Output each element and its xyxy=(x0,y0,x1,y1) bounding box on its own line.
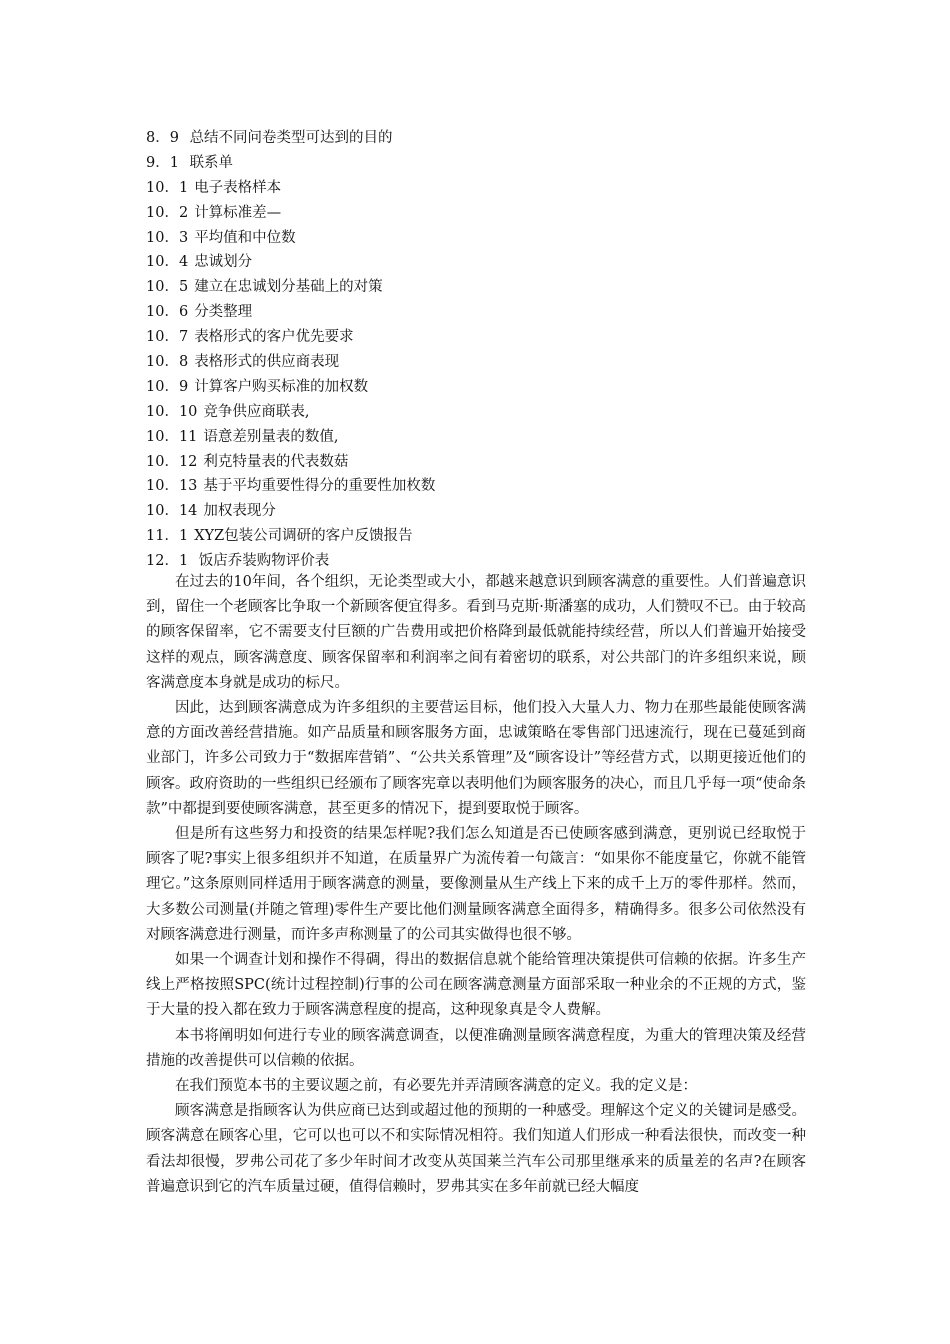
item-number: 11．1 xyxy=(146,528,189,545)
list-item xyxy=(146,524,826,549)
item-number: 10．12 xyxy=(146,453,198,470)
list-item xyxy=(146,400,826,425)
item-number: 8．9 xyxy=(146,130,179,146)
table-of-figures xyxy=(146,126,826,574)
paragraph: 如果一个调查计划和操作不得碉，得出的数据信息就个能给管理决策提供可信赖的依据。许多生产线上严格按照SPC(统计过程控制)行事的公司在顾客满意测量方面部采取一种业余的不正规的方式，鉴于大量的投入都在致力于顾客满意程度的提高，这种现象真是令人费解。 xyxy=(146,952,806,1019)
item-number: 10．8 xyxy=(146,354,189,371)
list-item xyxy=(146,201,826,226)
item-title: 联系单 xyxy=(189,154,234,171)
item-number: 9．1 xyxy=(146,154,179,171)
item-title: 表格形式的客户优先要求 xyxy=(194,329,354,346)
item-title: 建立在忠诚划分基础上的对策 xyxy=(194,279,383,296)
item-number: 10．7 xyxy=(146,329,189,346)
list-item xyxy=(146,450,826,475)
item-title: 加权表现分 xyxy=(203,503,276,520)
paragraph: 因此，达到顾客满意成为许多组织的主要营运目标，他们投入大量人力、物力在那些最能使顾客满意的方面改善经营措施。如产品质量和顾客服务方面，忠诚策略在零售部门迅速流行，现在已蔓延到商业部门，许多公司致力于“数据库营销”、“公共关系管理”及“顾客设计”等经营方式，以期更接近他们的顾客。政府资助的一些组织已经颁布了顾客宪章以表明他们为顾客服务的决心，而且几乎每一项“使命条款”中都提到要使顾客满意，甚至更多的情况下，提到要取悦于顾客。 xyxy=(146,700,806,817)
item-title: 忠诚划分 xyxy=(194,254,253,271)
list-item xyxy=(146,375,826,400)
paragraph: 但是所有这些努力和投资的结果怎样呢?我们怎么知道是否已使顾客感到满意，更别说已经取悦于顾客了呢?事实上很多组织并不知道，在质量界广为流传着一句箴言：“如果你不能度量它，你就不能管理它。”这条原则同样适用于顾客满意的测量，要像测量从生产线上下来的成千上万的零件那样。然而，大多数公司测量(并随之管理)零件生产要比他们测量顾客满意全面得多，精确得多。很多公司依然没有对顾客满意进行测量，而许多声称测量了的公司其实做得也很不够。 xyxy=(146,826,806,943)
paragraph: 顾客满意是指顾客认为供应商已达到或超过他的预期的一种感受。理解这个定义的关键词是感受。顾客满意在顾客心里，它可以也可以不和实际情况相符。我们知道人们形成一种看法很快，而改变一种看法却很慢，罗弗公司花了多少年时间才改变从英国莱兰汽车公司那里继承来的质量差的名声?在顾客普遍意识到它的汽车质量过硬，值得信赖时，罗弗其实在多年前就已经大幅度 xyxy=(146,1103,806,1195)
item-title: 饭店乔装购物评价表 xyxy=(198,553,330,570)
paragraph: 在我们预览本书的主要议题之前，有必要先并弄清顾客满意的定义。我的定义是： xyxy=(175,1078,697,1095)
body-text xyxy=(146,570,806,1200)
item-number: 10．10 xyxy=(146,403,198,420)
item-number: 10．4 xyxy=(146,254,189,271)
list-item xyxy=(146,151,826,176)
list-item xyxy=(146,300,826,325)
item-number: 10．6 xyxy=(146,304,189,321)
item-number: 10．3 xyxy=(146,229,189,246)
item-number: 10．13 xyxy=(146,478,198,495)
list-item xyxy=(146,275,826,300)
item-number: 10．9 xyxy=(146,378,189,395)
list-item xyxy=(146,425,826,450)
item-number: 10．2 xyxy=(146,204,189,221)
list-item xyxy=(146,226,826,251)
item-number: 10．14 xyxy=(146,503,198,520)
list-item xyxy=(146,325,826,350)
item-number: 10．5 xyxy=(146,279,189,296)
item-title: 总结不同问卷类型可达到的目的 xyxy=(189,130,393,146)
list-item xyxy=(146,499,826,524)
list-item xyxy=(146,474,826,499)
item-title: 平均值和中位数 xyxy=(194,229,296,246)
item-number: 12．1 xyxy=(146,553,189,570)
list-item xyxy=(146,350,826,375)
item-number: 10．1 xyxy=(146,179,189,196)
list-item xyxy=(146,126,826,151)
item-title: 计算标准差— xyxy=(194,204,282,221)
item-title: 竞争供应商联表, xyxy=(203,403,310,420)
list-item xyxy=(146,176,826,201)
item-number: 10．11 xyxy=(146,428,198,445)
item-title: 分类整理 xyxy=(194,304,253,321)
paragraph: 在过去的10年间，各个组织，无论类型或大小，都越来越意识到顾客满意的重要性。人们普遍意识到，留住一个老顾客比争取一个新顾客便宜得多。看到马克斯·斯潘塞的成功，人们赞叹不已。由于较高的顾客保留率，它不需要支付巨额的广告费用或把价格降到最低就能持续经营，所以人们普遍开始接受这样的观点，顾客满意度、顾客保留率和利润率之间有着密切的联系，对公共部门的许多组织来说，顾客满意度本身就是成功的标尺。 xyxy=(146,574,806,691)
item-title: 电子表格样本 xyxy=(194,179,282,196)
item-title: 利克特量表的代表数菇 xyxy=(203,453,349,470)
item-title: 表格形式的供应商表现 xyxy=(194,354,340,371)
list-item xyxy=(146,250,826,275)
item-title: 基于平均重要性得分的重要性加枚数 xyxy=(203,478,436,495)
item-title: XYZ包装公司调研的客户反馈报告 xyxy=(194,528,413,545)
item-title: 计算客户购买标准的加权数 xyxy=(194,378,369,395)
paragraph: 本书将阐明如何进行专业的顾客满意调查，以便准确测量顾客满意程度，为重大的管理决策及经营措施的改善提供可以信赖的依据。 xyxy=(146,1027,806,1069)
item-title: 语意差别量表的数值, xyxy=(203,428,339,445)
